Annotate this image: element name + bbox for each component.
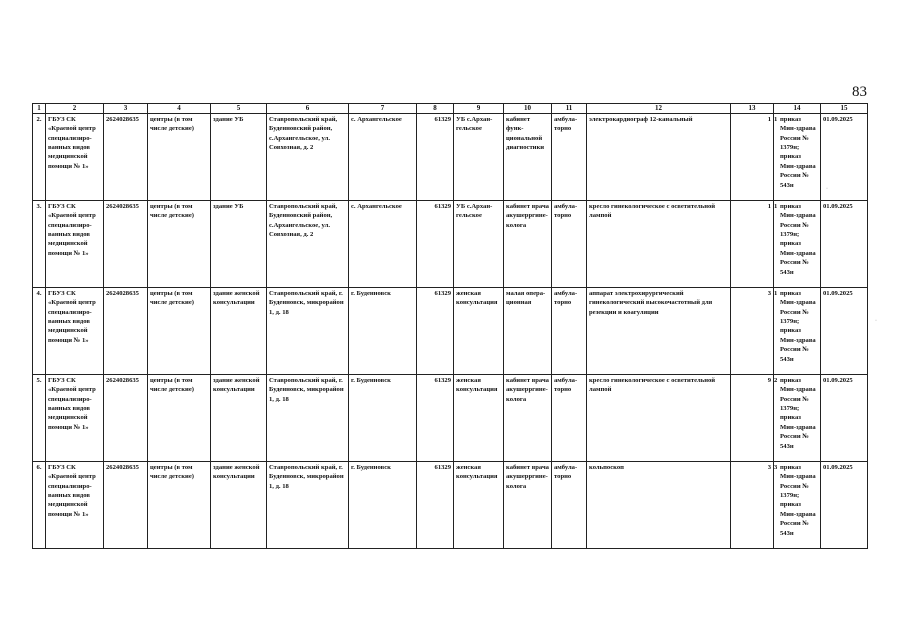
column-header: 4	[148, 104, 211, 114]
column-header: 14	[774, 104, 821, 114]
cell-inn-code: 2624028635	[104, 375, 148, 462]
cell-profile: центры (в том числе детские)	[148, 114, 211, 201]
cell-quantity-col14: 1	[774, 116, 778, 123]
cell-building: здание женской консультации	[211, 288, 267, 375]
cell-row-number: 3.	[33, 201, 46, 288]
cell-room: кабинет врача акушерргине-колога	[504, 201, 552, 288]
cell-building: здание УБ	[211, 114, 267, 201]
cell-care-form: амбула-торно	[552, 288, 587, 375]
table-row	[33, 114, 868, 201]
scan-speck: ·	[826, 186, 828, 192]
table-row	[33, 201, 868, 288]
cell-building: здание УБ	[211, 201, 267, 288]
cell-building: здание женской консультации	[211, 375, 267, 462]
column-header: 9	[454, 104, 504, 114]
table-row	[33, 288, 868, 375]
cell-legal-basis: приказ Мин-здрава России № 1379н; приказ Мин-здрава России № 543н	[780, 203, 816, 276]
cell-unit: женская консультация	[454, 462, 504, 549]
column-header: 7	[349, 104, 417, 114]
cell-care-form: амбула-торно	[552, 462, 587, 549]
cell-legal-basis: приказ Мин-здрава России № 1379н; приказ Мин-здрава России № 543н	[780, 464, 816, 537]
cell-unit: УБ с.Архан-гельское	[454, 114, 504, 201]
cell-legal-basis	[774, 375, 821, 462]
cell-unit: УБ с.Архан-гельское	[454, 201, 504, 288]
cell-locality: г. Буденновск	[349, 375, 417, 462]
cell-org-name: ГБУЗ СК «Краевой центр специализиро-ванных видов медицинской помощи № 1»	[46, 114, 104, 201]
cell-locality: с. Архангельское	[349, 201, 417, 288]
cell-date: 01.09.2025	[821, 201, 868, 288]
cell-room: кабинет функ-циональной диагностики	[504, 114, 552, 201]
cell-equipment-name: кресло гинекологическое с осветительной лампой	[587, 375, 731, 462]
cell-unit: женская консультация	[454, 375, 504, 462]
cell-profile: центры (в том числе детские)	[148, 288, 211, 375]
cell-unit: женская консультация	[454, 288, 504, 375]
cell-care-form: амбула-торно	[552, 114, 587, 201]
cell-profile: центры (в том числе детские)	[148, 201, 211, 288]
cell-date: 01.09.2025	[821, 375, 868, 462]
column-header: 3	[104, 104, 148, 114]
header-row	[33, 104, 868, 114]
cell-legal-basis: приказ Мин-здрава России № 1379н; приказ Мин-здрава России № 543н	[780, 116, 816, 189]
cell-date: 01.09.2025	[821, 288, 868, 375]
column-header: 15	[821, 104, 868, 114]
cell-date: 01.09.2025	[821, 114, 868, 201]
cell-legal-basis: приказ Мин-здрава России № 1379н; приказ Мин-здрава России № 543н	[780, 377, 816, 450]
cell-inn-code: 2624028635	[104, 288, 148, 375]
cell-inn-code: 2624028635	[104, 462, 148, 549]
cell-profile: центры (в том числе детские)	[148, 375, 211, 462]
cell-oktmo-code: 61329	[417, 462, 454, 549]
cell-quantity-col13: 3	[731, 462, 774, 549]
scan-speck: ·	[875, 318, 877, 324]
cell-oktmo-code: 61329	[417, 201, 454, 288]
cell-equipment-name: кресло гинекологическое с осветительной лампой	[587, 201, 731, 288]
cell-room: малая опера-ционная	[504, 288, 552, 375]
cell-equipment-name: кольпоскоп	[587, 462, 731, 549]
cell-legal-basis: приказ Мин-здрава России № 1379н; приказ Мин-здрава России № 543н	[780, 290, 816, 363]
column-header: 11	[552, 104, 587, 114]
cell-quantity-col14: 3	[774, 464, 778, 471]
column-header: 6	[267, 104, 349, 114]
cell-quantity-col13: 1	[731, 114, 774, 201]
cell-quantity-col14: 1	[774, 290, 778, 297]
cell-oktmo-code: 61329	[417, 288, 454, 375]
equipment-table	[32, 103, 868, 549]
cell-quantity-col14: 1	[774, 203, 778, 210]
column-header: 8	[417, 104, 454, 114]
cell-quantity-col13: 9	[731, 375, 774, 462]
cell-org-name: ГБУЗ СК «Краевой центр специализиро-ванных видов медицинской помощи № 1»	[46, 201, 104, 288]
cell-care-form: амбула-торно	[552, 201, 587, 288]
cell-oktmo-code: 61329	[417, 114, 454, 201]
table-row	[33, 375, 868, 462]
cell-locality: г. Буденновск	[349, 462, 417, 549]
cell-org-name: ГБУЗ СК «Краевой центр специализиро-ванных видов медицинской помощи № 1»	[46, 288, 104, 375]
column-header: 12	[587, 104, 731, 114]
cell-profile: центры (в том числе детские)	[148, 462, 211, 549]
cell-quantity-col13: 3	[731, 288, 774, 375]
column-header: 10	[504, 104, 552, 114]
cell-locality: г. Буденновск	[349, 288, 417, 375]
cell-oktmo-code: 61329	[417, 375, 454, 462]
cell-row-number: 2.	[33, 114, 46, 201]
cell-org-name: ГБУЗ СК «Краевой центр специализиро-ванных видов медицинской помощи № 1»	[46, 462, 104, 549]
cell-legal-basis	[774, 288, 821, 375]
cell-address: Ставропольский край, г. Буденновск, микрорайон 1, д. 18	[267, 462, 349, 549]
cell-care-form: амбула-торно	[552, 375, 587, 462]
cell-date: 01.09.2025	[821, 462, 868, 549]
cell-row-number: 4.	[33, 288, 46, 375]
cell-row-number: 5.	[33, 375, 46, 462]
cell-legal-basis	[774, 114, 821, 201]
cell-room: кабинет врача акушерргине-колога	[504, 375, 552, 462]
cell-legal-basis	[774, 462, 821, 549]
column-header: 1	[33, 104, 46, 114]
cell-address: Ставропольский край, г. Буденновск, микрорайон 1, д. 18	[267, 375, 349, 462]
cell-building: здание женской консультации	[211, 462, 267, 549]
cell-org-name: ГБУЗ СК «Краевой центр специализиро-ванных видов медицинской помощи № 1»	[46, 375, 104, 462]
cell-address: Ставропольский край, г. Буденновск, микрорайон 1, д. 18	[267, 288, 349, 375]
cell-inn-code: 2624028635	[104, 114, 148, 201]
cell-locality: с. Архангельское	[349, 114, 417, 201]
cell-address: Ставропольский край, Буденновский район, с.Архангельское, ул. Совхозная, д. 2	[267, 201, 349, 288]
column-header: 13	[731, 104, 774, 114]
cell-quantity-col14: 2	[774, 377, 778, 384]
cell-inn-code: 2624028635	[104, 201, 148, 288]
cell-equipment-name: аппарат электрохирургический гинекологический высокочастотный для резекции и коагуляции	[587, 288, 731, 375]
column-header: 2	[46, 104, 104, 114]
table-row	[33, 462, 868, 549]
cell-legal-basis	[774, 201, 821, 288]
cell-equipment-name: электрокардиограф 12-канальный	[587, 114, 731, 201]
cell-quantity-col13: 1	[731, 201, 774, 288]
page-number: 83	[852, 84, 867, 100]
cell-address: Ставропольский край, Буденновский район, с.Архангельское, ул. Совхозная, д. 2	[267, 114, 349, 201]
cell-room: кабинет врача акушерргине-колога	[504, 462, 552, 549]
column-header: 5	[211, 104, 267, 114]
cell-row-number: 6.	[33, 462, 46, 549]
